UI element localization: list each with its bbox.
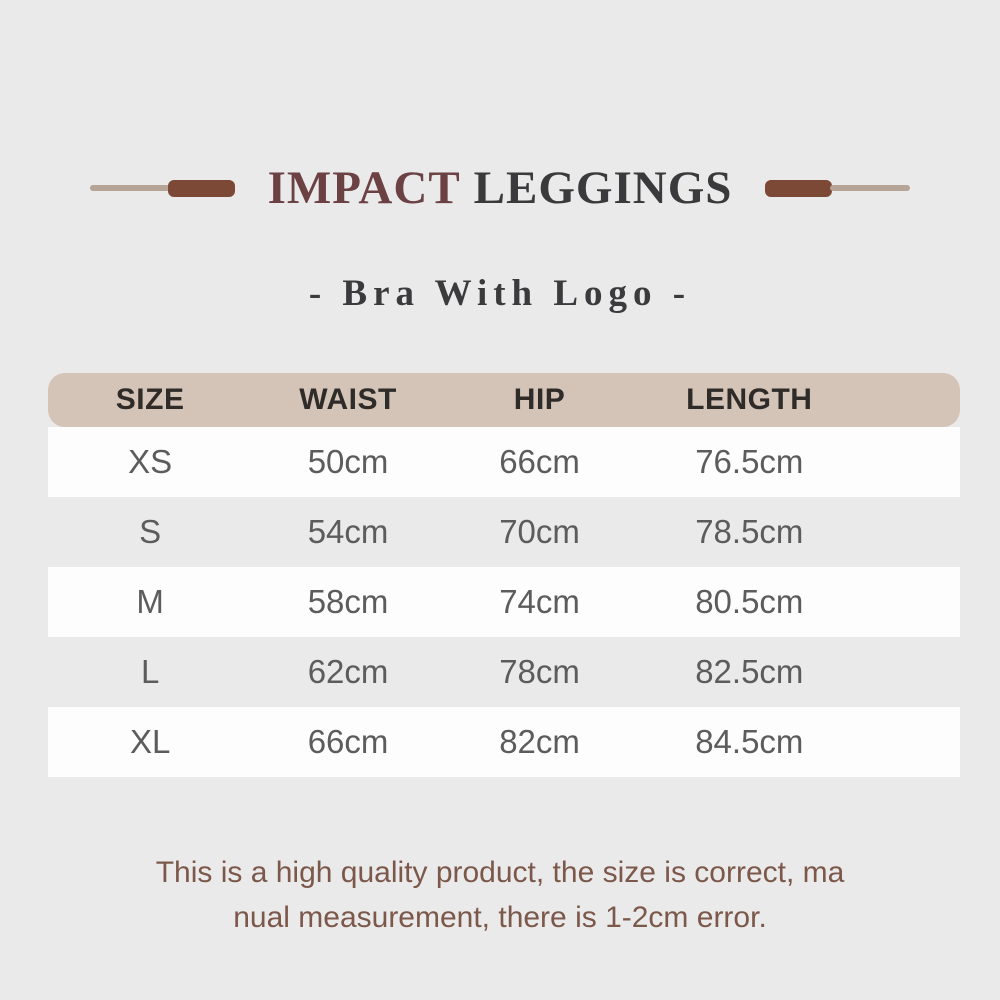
cell-length: 84.5cm <box>695 723 804 760</box>
cell-size: S <box>139 513 162 550</box>
cell-waist: 66cm <box>307 723 389 760</box>
disclaimer-line-1: This is a high quality product, the size is correct, ma <box>155 856 845 889</box>
size-chart-table <box>48 373 960 777</box>
column-header-hip: HIP <box>513 383 566 416</box>
table-row-xs <box>48 427 960 497</box>
page-title <box>268 160 733 216</box>
left-thick-bar <box>168 180 235 197</box>
cell-length: 80.5cm <box>695 583 804 620</box>
title-word-leggings: LEGGINGS <box>473 162 733 214</box>
left-thin-line <box>90 185 170 191</box>
table-row-xl <box>48 707 960 777</box>
cell-hip: 78cm <box>499 653 580 690</box>
cell-size: XS <box>128 443 173 480</box>
title-banner <box>0 160 1000 216</box>
cell-hip: 82cm <box>499 723 580 760</box>
cell-waist: 50cm <box>307 443 389 480</box>
column-header-size: SIZE <box>115 383 185 416</box>
title-word-impact: IMPACT <box>267 162 461 214</box>
table-row-l <box>48 637 960 707</box>
right-thick-bar <box>765 180 832 197</box>
cell-hip: 74cm <box>499 583 580 620</box>
cell-hip: 70cm <box>499 513 580 550</box>
cell-size: M <box>136 583 164 620</box>
cell-waist: 58cm <box>307 583 389 620</box>
size-chart-header-row <box>48 373 960 427</box>
cell-hip: 66cm <box>499 443 580 480</box>
cell-length: 82.5cm <box>695 653 804 690</box>
product-subtitle: - Bra With Logo - <box>308 273 692 314</box>
disclaimer-line-2: nual measurement, there is 1-2cm error. <box>233 901 767 934</box>
disclaimer-note <box>0 850 1000 940</box>
column-header-waist: WAIST <box>299 383 397 416</box>
table-row-m <box>48 567 960 637</box>
left-ornament <box>90 180 235 197</box>
table-row-s <box>48 497 960 567</box>
right-thin-line <box>830 185 910 191</box>
cell-length: 76.5cm <box>695 443 804 480</box>
cell-size: L <box>140 653 160 690</box>
column-header-length: LENGTH <box>686 383 813 416</box>
cell-waist: 54cm <box>307 513 389 550</box>
right-ornament <box>765 180 910 197</box>
cell-size: XL <box>129 723 171 760</box>
cell-length: 78.5cm <box>695 513 804 550</box>
cell-waist: 62cm <box>307 653 389 690</box>
